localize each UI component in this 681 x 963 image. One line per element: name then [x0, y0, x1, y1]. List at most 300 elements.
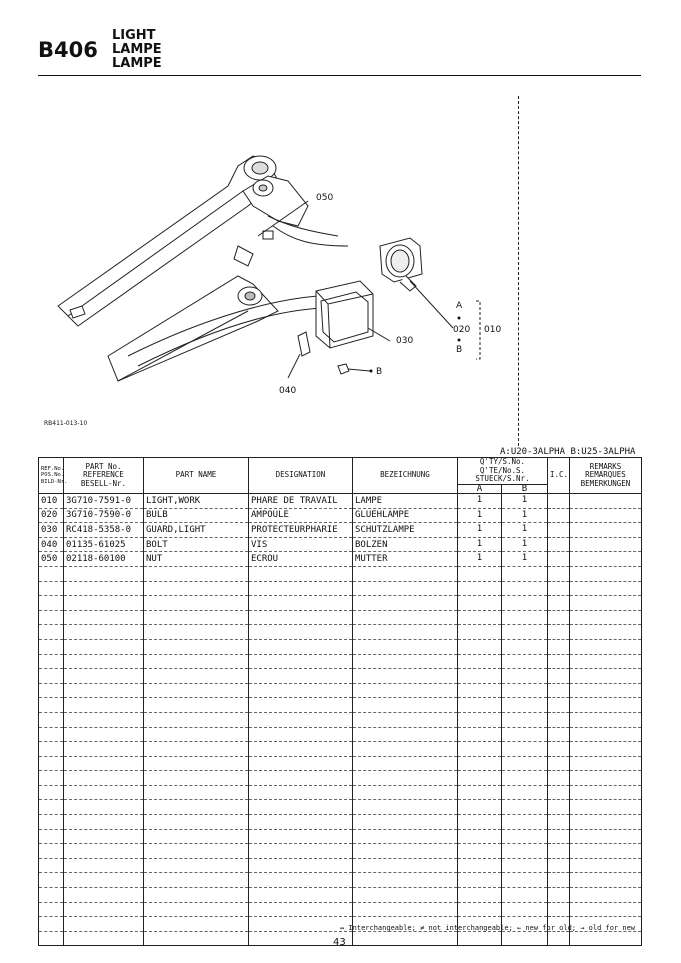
empty-cell: [570, 771, 642, 786]
empty-cell: [64, 902, 144, 917]
empty-cell: [64, 610, 144, 625]
empty-cell: [570, 931, 642, 946]
empty-cell: [64, 844, 144, 859]
empty-cell: [502, 873, 548, 888]
empty-cell: [353, 625, 458, 640]
empty-cell: [548, 625, 570, 640]
empty-row: [39, 581, 642, 596]
empty-cell: [64, 815, 144, 830]
empty-cell: [39, 829, 64, 844]
empty-row: [39, 669, 642, 684]
empty-row: [39, 683, 642, 698]
callout-b: B: [456, 345, 463, 355]
empty-cell: [353, 683, 458, 698]
callout-030: 030: [396, 336, 414, 346]
empty-cell: [502, 902, 548, 917]
empty-cell: [502, 712, 548, 727]
table-row: [39, 494, 642, 509]
qty-b: 1: [502, 552, 548, 567]
empty-cell: [249, 756, 353, 771]
qty-b: 1: [502, 508, 548, 523]
header-part-name: PART NAME: [144, 458, 249, 494]
empty-cell: [144, 669, 249, 684]
empty-cell: [502, 596, 548, 611]
empty-cell: [144, 566, 249, 581]
empty-cell: [144, 815, 249, 830]
ref-no: 050: [39, 552, 64, 567]
empty-cell: [64, 873, 144, 888]
empty-cell: [39, 625, 64, 640]
empty-row: [39, 610, 642, 625]
part-no: 02118-60100: [64, 552, 144, 567]
ic-cell: [548, 494, 570, 509]
empty-cell: [353, 712, 458, 727]
empty-cell: [502, 669, 548, 684]
empty-cell: [458, 742, 502, 757]
empty-row: [39, 654, 642, 669]
empty-cell: [458, 800, 502, 815]
empty-cell: [502, 581, 548, 596]
empty-cell: [353, 639, 458, 654]
empty-cell: [570, 698, 642, 713]
empty-cell: [353, 581, 458, 596]
empty-row: [39, 742, 642, 757]
title-de: LAMPE: [112, 56, 162, 71]
table-row: [39, 508, 642, 523]
empty-cell: [249, 888, 353, 903]
empty-cell: [39, 698, 64, 713]
empty-cell: [548, 756, 570, 771]
empty-cell: [353, 654, 458, 669]
empty-cell: [64, 800, 144, 815]
empty-cell: [502, 742, 548, 757]
empty-cell: [502, 639, 548, 654]
empty-cell: [502, 698, 548, 713]
empty-cell: [64, 596, 144, 611]
table-row: [39, 552, 642, 567]
empty-cell: [548, 771, 570, 786]
empty-cell: [353, 858, 458, 873]
callout-020: 020: [453, 325, 471, 335]
empty-cell: [502, 771, 548, 786]
empty-cell: [249, 917, 353, 932]
empty-cell: [144, 771, 249, 786]
empty-cell: [502, 625, 548, 640]
empty-cell: [144, 785, 249, 800]
empty-cell: [249, 902, 353, 917]
part-name: GUARD,LIGHT: [144, 523, 249, 538]
empty-cell: [64, 917, 144, 932]
empty-cell: [458, 654, 502, 669]
parts-table: [38, 457, 642, 946]
empty-cell: [548, 858, 570, 873]
empty-cell: [249, 771, 353, 786]
empty-cell: [502, 785, 548, 800]
empty-cell: [502, 815, 548, 830]
empty-cell: [548, 639, 570, 654]
callout-b-nut: B: [376, 367, 383, 377]
part-name: NUT: [144, 552, 249, 567]
empty-cell: [570, 669, 642, 684]
empty-cell: [249, 610, 353, 625]
empty-cell: [353, 888, 458, 903]
empty-cell: [144, 800, 249, 815]
empty-cell: [249, 858, 353, 873]
callout-050: 050: [316, 193, 334, 203]
empty-cell: [570, 610, 642, 625]
ic-cell: [548, 537, 570, 552]
header-col-a: A: [458, 484, 502, 494]
empty-row: [39, 771, 642, 786]
empty-cell: [144, 625, 249, 640]
empty-cell: [353, 815, 458, 830]
header-part-no: PART No. REFERENCE BESELL-Nr.: [64, 458, 144, 494]
empty-row: [39, 566, 642, 581]
empty-cell: [548, 610, 570, 625]
empty-cell: [570, 902, 642, 917]
empty-row: [39, 785, 642, 800]
empty-cell: [353, 742, 458, 757]
remarks-cell: [570, 523, 642, 538]
section-titles: [112, 29, 162, 71]
bezeichnung: MUTTER: [353, 552, 458, 567]
empty-cell: [39, 785, 64, 800]
empty-cell: [570, 844, 642, 859]
empty-cell: [144, 654, 249, 669]
ic-cell: [548, 508, 570, 523]
empty-cell: [249, 654, 353, 669]
empty-cell: [570, 785, 642, 800]
empty-cell: [548, 727, 570, 742]
empty-cell: [502, 844, 548, 859]
empty-cell: [144, 888, 249, 903]
empty-cell: [144, 844, 249, 859]
empty-cell: [570, 625, 642, 640]
empty-row: [39, 873, 642, 888]
ic-cell: [548, 523, 570, 538]
empty-cell: [353, 785, 458, 800]
empty-cell: [64, 727, 144, 742]
empty-cell: [570, 712, 642, 727]
empty-cell: [570, 639, 642, 654]
empty-cell: [144, 581, 249, 596]
empty-cell: [39, 873, 64, 888]
exploded-diagram: [38, 96, 508, 416]
empty-cell: [64, 581, 144, 596]
ic-cell: [548, 552, 570, 567]
empty-cell: [458, 683, 502, 698]
empty-cell: [249, 698, 353, 713]
qty-b: 1: [502, 523, 548, 538]
empty-cell: [64, 858, 144, 873]
ref-no: 010: [39, 494, 64, 509]
empty-cell: [64, 683, 144, 698]
empty-cell: [144, 610, 249, 625]
empty-cell: [502, 858, 548, 873]
empty-cell: [64, 931, 144, 946]
empty-cell: [502, 756, 548, 771]
empty-cell: [502, 610, 548, 625]
header-ic: I.C.: [548, 458, 570, 494]
empty-cell: [353, 873, 458, 888]
empty-cell: [548, 800, 570, 815]
empty-cell: [458, 581, 502, 596]
empty-cell: [64, 639, 144, 654]
bezeichnung: SCHUTZLAMPE: [353, 523, 458, 538]
callout-040: 040: [279, 386, 297, 396]
empty-cell: [39, 815, 64, 830]
empty-cell: [570, 858, 642, 873]
empty-cell: [39, 639, 64, 654]
qty-b: 1: [502, 537, 548, 552]
empty-cell: [548, 844, 570, 859]
model-note: A:U20-3ALPHA B:U25-3ALPHA: [500, 447, 636, 457]
empty-row: [39, 756, 642, 771]
qty-a: 1: [458, 494, 502, 509]
empty-cell: [64, 888, 144, 903]
empty-cell: [548, 654, 570, 669]
empty-cell: [353, 698, 458, 713]
qty-a: 1: [458, 537, 502, 552]
empty-cell: [39, 917, 64, 932]
remarks-cell: [570, 552, 642, 567]
empty-cell: [39, 596, 64, 611]
empty-cell: [249, 873, 353, 888]
table-row: [39, 537, 642, 552]
empty-cell: [39, 566, 64, 581]
empty-cell: [570, 727, 642, 742]
qty-a: 1: [458, 508, 502, 523]
part-no: 3G710-7591-0: [64, 494, 144, 509]
empty-cell: [39, 756, 64, 771]
empty-cell: [548, 596, 570, 611]
bezeichnung: BOLZEN: [353, 537, 458, 552]
empty-cell: [353, 669, 458, 684]
empty-cell: [458, 829, 502, 844]
empty-cell: [353, 756, 458, 771]
empty-row: [39, 698, 642, 713]
empty-cell: [458, 858, 502, 873]
remarks-cell: [570, 494, 642, 509]
empty-cell: [39, 902, 64, 917]
empty-cell: [458, 639, 502, 654]
empty-cell: [249, 581, 353, 596]
empty-cell: [39, 844, 64, 859]
empty-cell: [458, 844, 502, 859]
empty-cell: [249, 566, 353, 581]
empty-cell: [548, 683, 570, 698]
qty-a: 1: [458, 552, 502, 567]
empty-cell: [144, 683, 249, 698]
ref-no: 020: [39, 508, 64, 523]
callout-010: 010: [484, 325, 502, 335]
empty-cell: [570, 800, 642, 815]
header-ref: REF.No. POS.No. BILD-Nr.: [39, 458, 64, 494]
empty-cell: [64, 829, 144, 844]
empty-cell: [548, 931, 570, 946]
empty-cell: [458, 771, 502, 786]
empty-cell: [39, 742, 64, 757]
empty-cell: [458, 625, 502, 640]
bezeichnung: LAMPE: [353, 494, 458, 509]
empty-cell: [39, 727, 64, 742]
part-no: 01135-61025: [64, 537, 144, 552]
remarks-cell: [570, 508, 642, 523]
empty-cell: [144, 698, 249, 713]
empty-cell: [570, 581, 642, 596]
empty-cell: [548, 785, 570, 800]
empty-cell: [458, 610, 502, 625]
empty-cell: [144, 873, 249, 888]
empty-cell: [353, 902, 458, 917]
bezeichnung: GLUEHLAMPE: [353, 508, 458, 523]
empty-cell: [570, 566, 642, 581]
empty-cell: [548, 566, 570, 581]
empty-cell: [39, 771, 64, 786]
empty-cell: [548, 742, 570, 757]
qty-a: 1: [458, 523, 502, 538]
empty-cell: [39, 654, 64, 669]
part-name: BULB: [144, 508, 249, 523]
empty-cell: [502, 800, 548, 815]
empty-cell: [144, 727, 249, 742]
empty-cell: [458, 902, 502, 917]
empty-cell: [502, 727, 548, 742]
empty-cell: [570, 742, 642, 757]
empty-cell: [458, 756, 502, 771]
empty-cell: [144, 639, 249, 654]
ref-no: 030: [39, 523, 64, 538]
empty-cell: [570, 888, 642, 903]
empty-cell: [502, 683, 548, 698]
header-bezeichnung: BEZEICHNUNG: [353, 458, 458, 494]
empty-cell: [144, 756, 249, 771]
empty-cell: [353, 727, 458, 742]
empty-cell: [458, 698, 502, 713]
empty-cell: [570, 756, 642, 771]
empty-cell: [249, 785, 353, 800]
empty-cell: [502, 829, 548, 844]
empty-row: [39, 829, 642, 844]
empty-cell: [570, 829, 642, 844]
remarks-cell: [570, 537, 642, 552]
empty-cell: [458, 888, 502, 903]
empty-cell: [39, 888, 64, 903]
empty-row: [39, 888, 642, 903]
empty-cell: [144, 742, 249, 757]
section-code: B406: [38, 38, 98, 62]
empty-cell: [249, 800, 353, 815]
empty-row: [39, 625, 642, 640]
empty-cell: [64, 756, 144, 771]
empty-cell: [353, 829, 458, 844]
empty-row: [39, 596, 642, 611]
empty-cell: [39, 581, 64, 596]
empty-cell: [64, 698, 144, 713]
empty-row: [39, 858, 642, 873]
empty-row: [39, 844, 642, 859]
empty-row: [39, 800, 642, 815]
part-name: BOLT: [144, 537, 249, 552]
empty-row: [39, 712, 642, 727]
figure-reference: RB411-013-10: [44, 420, 88, 427]
empty-cell: [548, 815, 570, 830]
ref-no: 040: [39, 537, 64, 552]
empty-cell: [353, 771, 458, 786]
empty-cell: [249, 625, 353, 640]
empty-cell: [249, 669, 353, 684]
empty-cell: [570, 654, 642, 669]
empty-cell: [144, 596, 249, 611]
interchangeability-legend: ↔ Interchangeable; ≠ not interchangeable; ← new for old; → old for new: [340, 924, 636, 932]
empty-cell: [548, 712, 570, 727]
empty-cell: [548, 669, 570, 684]
empty-cell: [548, 698, 570, 713]
empty-cell: [353, 844, 458, 859]
empty-cell: [249, 742, 353, 757]
empty-cell: [64, 625, 144, 640]
empty-cell: [548, 829, 570, 844]
empty-cell: [458, 785, 502, 800]
empty-cell: [458, 931, 502, 946]
empty-cell: [249, 596, 353, 611]
empty-cell: [39, 610, 64, 625]
designation: PROTECTEURPHARIE: [249, 523, 353, 538]
empty-cell: [249, 712, 353, 727]
empty-cell: [548, 902, 570, 917]
empty-cell: [353, 596, 458, 611]
qty-b: 1: [502, 494, 548, 509]
empty-cell: [249, 683, 353, 698]
empty-cell: [64, 785, 144, 800]
figure-divider: [518, 96, 519, 446]
empty-cell: [458, 727, 502, 742]
empty-cell: [249, 639, 353, 654]
empty-cell: [249, 727, 353, 742]
header-col-b: B: [502, 484, 548, 494]
empty-cell: [144, 858, 249, 873]
empty-cell: [39, 683, 64, 698]
empty-row: [39, 727, 642, 742]
designation: VIS: [249, 537, 353, 552]
empty-cell: [458, 669, 502, 684]
table-row: [39, 523, 642, 538]
empty-cell: [249, 815, 353, 830]
empty-cell: [570, 683, 642, 698]
empty-row: [39, 639, 642, 654]
empty-cell: [353, 610, 458, 625]
part-no: RC418-5358-0: [64, 523, 144, 538]
designation: ECROU: [249, 552, 353, 567]
empty-cell: [64, 742, 144, 757]
empty-cell: [548, 873, 570, 888]
empty-row: [39, 902, 642, 917]
empty-cell: [39, 800, 64, 815]
header-designation: DESIGNATION: [249, 458, 353, 494]
header-rule: [38, 75, 641, 76]
empty-cell: [548, 581, 570, 596]
empty-cell: [570, 596, 642, 611]
empty-cell: [144, 902, 249, 917]
empty-cell: [502, 931, 548, 946]
designation: AMPOULE: [249, 508, 353, 523]
empty-row: [39, 815, 642, 830]
empty-cell: [353, 931, 458, 946]
empty-cell: [144, 917, 249, 932]
empty-cell: [458, 566, 502, 581]
empty-cell: [502, 566, 548, 581]
header-remarks: REMARKS REMARQUES BEMERKUNGEN: [570, 458, 642, 494]
